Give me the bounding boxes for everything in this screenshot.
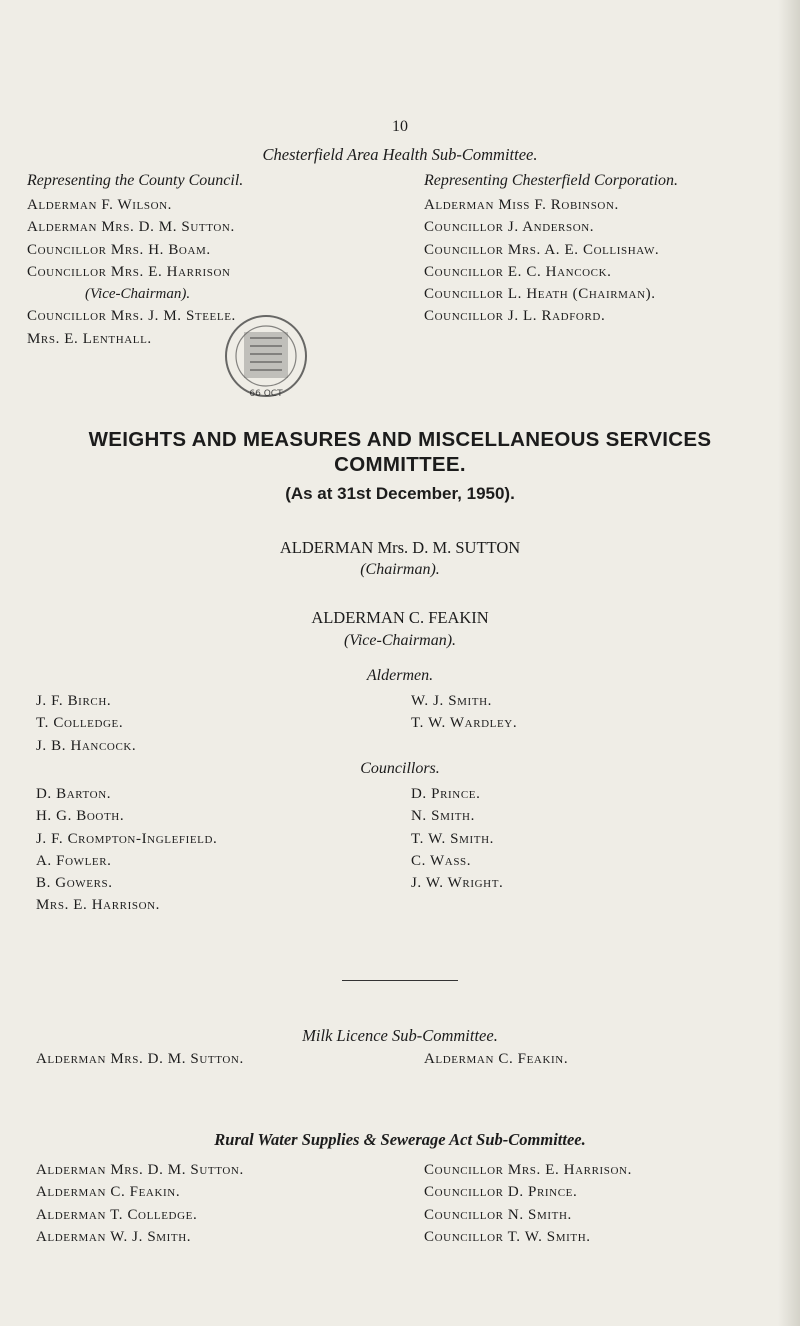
weights-title-line1: WEIGHTS AND MEASURES AND MISCELLANEOUS SERVICES <box>88 428 712 451</box>
list-item: N. Smith. <box>411 808 475 825</box>
list-item: Councillor L. Heath (Chairman). <box>424 286 656 303</box>
section-divider <box>342 980 458 981</box>
list-item: Councillor T. W. Smith. <box>424 1228 591 1245</box>
rural-right-list <box>424 1159 632 1248</box>
milk-title: Milk Licence Sub-Committee. <box>302 1026 498 1045</box>
list-item: Alderman W. J. Smith. <box>36 1228 192 1245</box>
list-item: Councillor N. Smith. <box>424 1206 572 1223</box>
list-item: J. W. Wright. <box>411 875 504 892</box>
corporation-heading: Representing Chesterfield Corporation. <box>424 172 679 189</box>
list-item: B. Gowers. <box>36 875 113 892</box>
list-item: C. Wass. <box>411 852 472 869</box>
library-stamp-icon <box>222 312 310 402</box>
rural-title: Rural Water Supplies & Sewerage Act Sub-Committee. <box>214 1130 586 1149</box>
aldermen-right-list <box>411 690 517 735</box>
list-item: Alderman Mrs. D. M. Sutton. <box>36 1162 244 1178</box>
list-item: Councillor J. Anderson. <box>424 219 595 236</box>
list-item: A. Fowler. <box>36 852 112 869</box>
list-item: T. W. Wardley. <box>411 715 518 732</box>
list-item: Councillor Mrs. E. Harrison <box>27 263 231 280</box>
councillors-left-list <box>36 783 217 917</box>
list-item: Mrs. E. Lenthall. <box>27 330 152 347</box>
list-item: Alderman T. Colledge. <box>36 1206 198 1223</box>
list-item: Councillor D. Prince. <box>424 1184 578 1201</box>
milk-member-right: Alderman C. Feakin. <box>424 1051 569 1067</box>
milk-member-left: Alderman Mrs. D. M. Sutton. <box>36 1051 244 1067</box>
list-item: W. J. Smith. <box>411 693 493 709</box>
aldermen-heading: Aldermen. <box>366 667 434 684</box>
list-item: Mrs. E. Harrison. <box>36 897 161 914</box>
list-item: Councillor J. L. Radford. <box>424 308 606 325</box>
list-item: Councillor Mrs. J. M. Steele. <box>27 308 236 325</box>
councillors-right-list <box>411 783 503 894</box>
weights-date: (As at 31st December, 1950). <box>285 484 515 503</box>
county-members-list <box>27 194 236 350</box>
chesterfield-title: Chesterfield Area Health Sub-Committee. <box>262 145 538 164</box>
list-item: Alderman Miss F. Robinson. <box>424 197 619 213</box>
list-item: Alderman Mrs. D. M. Sutton. <box>27 219 235 236</box>
list-item: J. B. Hancock. <box>36 737 137 754</box>
vice-chairman-role: (Vice-Chairman). <box>343 632 457 649</box>
list-item: Councillor Mrs. A. E. Collishaw. <box>424 241 660 258</box>
list-item: T. W. Smith. <box>411 830 494 847</box>
list-item: Alderman F. Wilson. <box>27 197 173 213</box>
aldermen-left-list <box>36 690 136 757</box>
list-item: T. Colledge. <box>36 715 124 732</box>
stamp-text: 66 OCT <box>249 389 283 399</box>
chairman-name: ALDERMAN Mrs. D. M. SUTTON <box>279 538 521 557</box>
list-item: J. F. Crompton-Inglefield. <box>36 830 218 847</box>
page-edge-shadow <box>778 0 800 1326</box>
page-number: 10 <box>392 118 408 135</box>
chairman-role: (Chairman). <box>360 561 440 578</box>
corporation-members-list <box>424 194 659 328</box>
list-item: J. F. Birch. <box>36 693 112 709</box>
list-item: Councillor E. C. Hancock. <box>424 263 612 280</box>
councillors-heading: Councillors. <box>360 760 440 777</box>
weights-title-line2: COMMITTEE. <box>334 453 466 476</box>
county-heading: Representing the County Council. <box>27 172 244 189</box>
list-item: D. Barton. <box>36 786 112 802</box>
vice-chairman-note: (Vice-Chairman). <box>85 286 191 303</box>
rural-left-list <box>36 1159 244 1248</box>
list-item: D. Prince. <box>411 786 481 802</box>
list-item: Councillor Mrs. E. Harrison. <box>424 1162 632 1178</box>
vice-chairman-name: ALDERMAN C. FEAKIN <box>311 608 489 627</box>
list-item: Councillor Mrs. H. Boam. <box>27 241 211 258</box>
list-item: H. G. Booth. <box>36 808 125 825</box>
list-item: Alderman C. Feakin. <box>36 1184 181 1201</box>
